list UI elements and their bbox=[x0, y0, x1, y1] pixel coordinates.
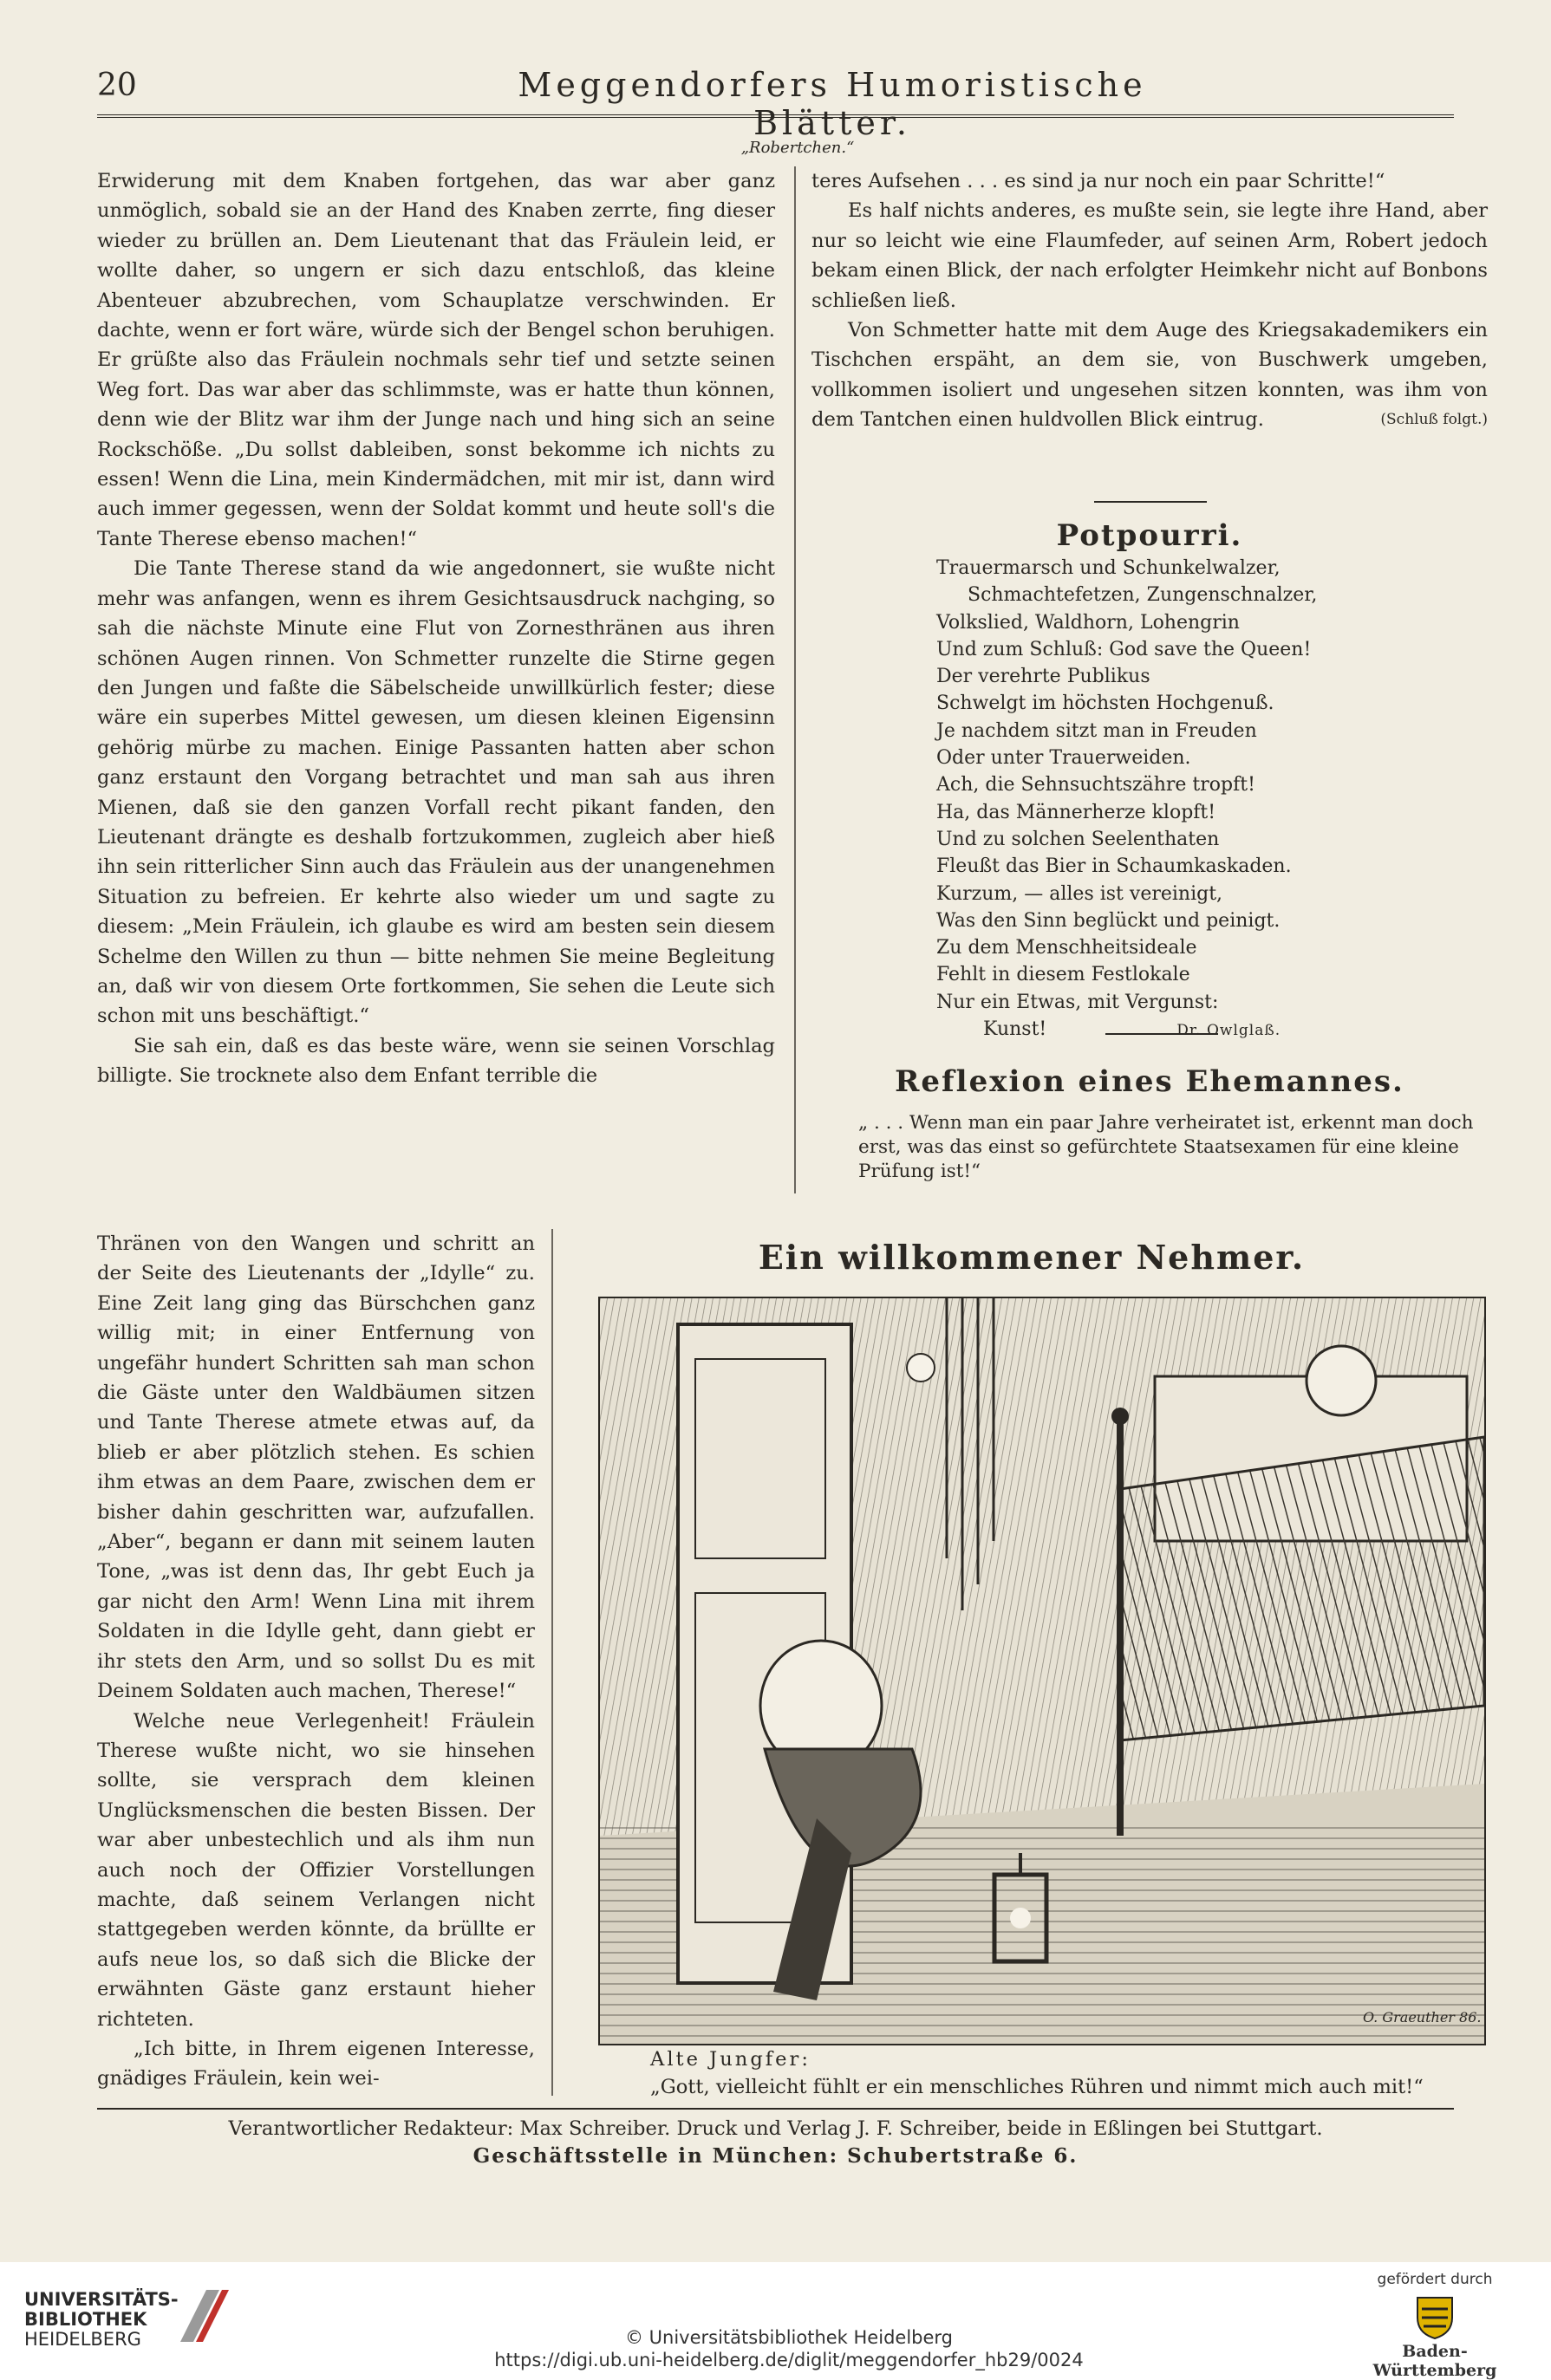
imprint bbox=[97, 2115, 1454, 2170]
story-paragraph: Sie sah ein, daß es das beste wäre, wenn sie seinen Vorschlag billigte. Sie trocknete also dem Enfant terrible die bbox=[97, 1034, 775, 1088]
copyright-text: © Universitätsbibliothek Heidelberg bbox=[624, 2327, 953, 2348]
header-rule bbox=[97, 114, 1454, 118]
section-rule bbox=[1094, 501, 1207, 503]
continued-note: (Schluß folgt.) bbox=[1380, 411, 1488, 429]
imprint-line: Verantwortlicher Redakteur: Max Schreiber. Druck und Verlag J. F. Schreiber, beide in Eßlingen bei Stuttgart. bbox=[228, 2117, 1323, 2140]
poem-line: Ha, das Männerherze klopft! bbox=[936, 801, 1216, 823]
poem-line: Fehlt in diesem Festlokale bbox=[936, 964, 1190, 986]
library-name-line: BIBLIOTHEK bbox=[24, 2309, 147, 2330]
section-rule bbox=[1105, 1033, 1218, 1035]
poem-line: Der verehrte Publikus bbox=[936, 666, 1150, 688]
poem-author: Dr. Owlglaß. bbox=[1176, 1022, 1281, 1040]
poem-line: Was den Sinn beglückt und peinigt. bbox=[936, 909, 1281, 932]
source-url[interactable]: https://digi.ub.uni-heidelberg.de/diglit/meggendorfer_hb29/0024 bbox=[494, 2350, 1084, 2370]
library-emblem-icon bbox=[172, 2281, 232, 2351]
poem-line: Und zu solchen Seelenthaten bbox=[936, 828, 1220, 850]
funded-by-label: gefördert durch bbox=[1377, 2271, 1493, 2288]
story-paragraph: „Ich bitte, in Ihrem eigenen Interesse, gnädiges Fräulein, kein wei- bbox=[97, 2037, 535, 2091]
story-paragraph: Die Tante Therese stand da wie angedonnert, sie wußte nicht mehr was anfangen, wenn es ihrem Gesichtsausdruck nachging, so sah die nächste Minute eine Flut von Zornesthränen aus ihren schönen Augen rinnen. Von Schmetter runzelte die Stirne gegen den Jungen und faßte die Säbelscheide unwillkürlich fester; diese wäre ein superbes Mittel gewesen, um diesen kleinen Eigensinn gehörig mürbe zu machen. Einige Passanten hatten aber schon ganz erstaunt den Vorgang betrachtet und man sah aus ihren Mienen, daß sie den ganzen Vorfall recht pikant fanden, den Lieutenant drängte es deshalb fortzukommen, zugleich aber hieß ihn sein ritterlicher Sinn auch das Fräulein aus der unangenehmen Situation zu befreien. Er kehrte also wieder um und sagte zu diesem: „Mein Fräulein, ich glaube es wird am besten sein diesem Schelme den Willen zu thun — bitte nehmen Sie meine Begleitung an, daß wir von diesem Orte fortkommen, Sie sehen die Leute sich schon mit uns beschäftigt.“ bbox=[97, 557, 775, 1028]
story-left-narrow-column bbox=[97, 1229, 535, 2094]
poem-line: Trauermarsch und Schunkelwalzer, bbox=[936, 557, 1281, 579]
cartoon-drawing bbox=[600, 1298, 1484, 2044]
running-title: Meggendorfers Humoristische Blätter. bbox=[518, 66, 1147, 142]
copyright-block bbox=[486, 2326, 1092, 2371]
library-logo bbox=[24, 2281, 232, 2351]
story-right-column bbox=[811, 166, 1488, 435]
page-number: 20 bbox=[97, 68, 137, 103]
poem-line: Volkslied, Waldhorn, Lohengrin bbox=[936, 611, 1240, 634]
poem-line: Kurzum, — alles ist vereinigt, bbox=[936, 882, 1223, 905]
reflexion-title: Reflexion eines Ehemannes. bbox=[895, 1064, 1404, 1099]
potpourri-poem bbox=[936, 555, 1422, 1044]
caption-speaker: Alte Jungfer: bbox=[650, 2048, 811, 2071]
poem-line: Zu dem Menschheitsideale bbox=[936, 937, 1197, 959]
story-paragraph: Von Schmetter hatte mit dem Auge des Kriegsakademikers ein Tischchen erspäht, an dem sie, von Buschwerk umgeben, vollkommen isoliert und ungesehen sitzen konnten, was ihm von dem Tantchen einen huldvollen Blick eintrug. (Schluß folgt.) bbox=[811, 315, 1488, 435]
column-rule bbox=[551, 1229, 553, 2096]
cartoon-illustration bbox=[598, 1297, 1486, 2045]
story-left-column bbox=[97, 166, 775, 1091]
library-name-line: UNIVERSITÄTS- bbox=[24, 2289, 179, 2310]
library-name-line: HEIDELBERG bbox=[24, 2329, 141, 2350]
potpourri-title: Potpourri. bbox=[1056, 518, 1243, 553]
poem-line: Und zum Schluß: God save the Queen! bbox=[936, 638, 1312, 660]
poem-line-last: Kunst! bbox=[983, 1018, 1047, 1041]
story-paragraph: Thränen von den Wangen und schritt an der Seite des Lieutenants der „Idylle“ zu. Eine Zeit lang ging das Bürschchen ganz willig mit; in einer Entfernung von ungefähr hundert Schritten sah man schon die Gäste unter den Waldbäumen sitzen und Tante Therese atmete etwas auf, da blieb er aber plötzlich stehen. Es schien ihm etwas an dem Paare, zwischen dem er bisher dahin geschritten war, aufzufallen. „Aber“, begann er dann mit seinem lauten Tone, „was ist denn das, Ihr gebt Euch ja gar nicht den Arm! Wenn Lina mit ihrem Soldaten in die Idylle geht, dann giebt er ihr stets den Arm, und so sollst Du es mit Deinem Soldaten auch machen, Therese!“ bbox=[97, 1232, 535, 1703]
story-title: „Robertchen.“ bbox=[740, 139, 855, 157]
poem-line: Schwelgt im höchsten Hochgenuß. bbox=[936, 693, 1274, 715]
reflexion-text: „ . . . Wenn man ein paar Jahre verheiratet ist, erkennt man doch erst, was das einst so gefürchtete Staatsexamen für eine kleine Prüfung ist!“ bbox=[858, 1112, 1474, 1182]
poem-line: Schmachtefetzen, Zungenschnalzer, bbox=[968, 584, 1318, 607]
artist-signature: O. Graeuther 86. bbox=[1363, 2009, 1482, 2026]
poem-line bbox=[936, 1016, 1422, 1044]
coat-of-arms-icon bbox=[1413, 2293, 1457, 2340]
story-paragraph: Es half nichts anderes, es mußte sein, sie legte ihre Hand, aber nur so leicht wie eine Flaumfeder, auf seinen Arm, Robert jedoch bekam einen Blick, der nach erfolgter Heimkehr nicht auf Bonbons schließen ließ. bbox=[811, 199, 1488, 312]
poem-line: Ach, die Sehnsuchtszähre tropft! bbox=[936, 774, 1255, 797]
cartoon-caption bbox=[598, 2045, 1483, 2101]
imprint-address: Geschäftsstelle in München: Schubertstraße 6. bbox=[472, 2144, 1079, 2168]
poem-line: Nur ein Etwas, mit Vergunst: bbox=[936, 991, 1219, 1013]
poem-line: Oder unter Trauerweiden. bbox=[936, 747, 1191, 770]
funder-block bbox=[1352, 2271, 1517, 2380]
funder-name: Baden-Württemberg bbox=[1372, 2342, 1497, 2380]
poem-line: Fleußt das Bier in Schaumkaskaden. bbox=[936, 855, 1292, 878]
cartoon-title: Ein willkommener Nehmer. bbox=[758, 1238, 1306, 1277]
column-rule bbox=[794, 166, 796, 1193]
footer-rule bbox=[97, 2108, 1454, 2110]
story-paragraph: Erwiderung mit dem Knaben fortgehen, das war aber ganz unmöglich, sobald sie an der Hand des Knaben zerrte, fing dieser wieder zu brüllen an. Dem Lieutenant that das Fräulein leid, er wollte daher, so ungern er sich dazu entschloß, das kleine Abenteuer abzubrechen, vom Schauplatze verschwinden. Er dachte, wenn er fort wäre, würde sich der Bengel schon beruhigen. Er grüßte also das Fräulein nochmals sehr tief und setzte seinen Weg fort. Das war aber das schlimmste, was er hatte thun können, denn wie der Blitz war ihm der Junge nach und hing sich an seine Rockschöße. „Du sollst dableiben, sonst bekomme ich nichts zu essen! Wenn die Lina, mein Kindermädchen, mit mir ist, dann wird auch immer gegessen, wenn der Soldat kommt und heute soll's die Tante Therese ebenso machen!“ bbox=[97, 170, 775, 550]
poem-line: Je nachdem sitzt man in Freuden bbox=[936, 719, 1257, 742]
story-paragraph: Welche neue Verlegenheit! Fräulein Therese wußte nicht, wo sie hinsehen sollte, sie versprach dem kleinen Unglücksmenschen die besten Bissen. Der war aber unbestechlich und als ihm nun auch noch der Offizier Vorstellungen machte, daß seinem Verlangen nicht stattgegeben werden könnte, da brüllte er aufs neue los, so daß sich die Blicke der erwähnten Gäste ganz erstaunt hieher richteten. bbox=[97, 1709, 535, 2031]
story-paragraph: teres Aufsehen . . . es sind ja nur noch ein paar Schritte!“ bbox=[811, 170, 1385, 192]
caption-text: „Gott, vielleicht fühlt er ein menschliches Rühren und nimmt mich auch mit!“ bbox=[650, 2076, 1424, 2098]
